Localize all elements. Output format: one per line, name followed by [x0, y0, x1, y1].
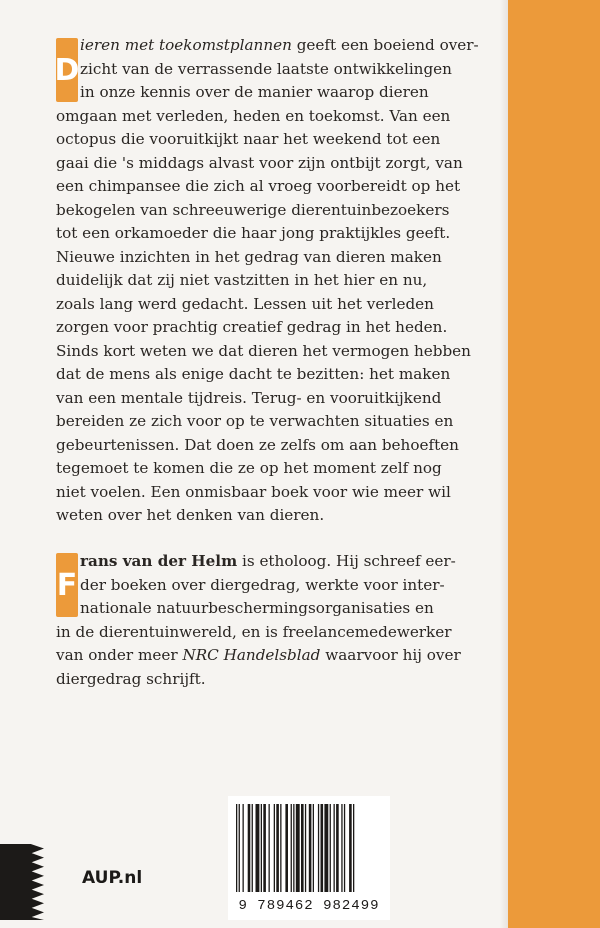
- blurb-line: een chimpansee die zich al vroeg voorbereidt op het: [56, 177, 461, 195]
- blurb-line: omgaan met verleden, heden en toekomst. Van een: [56, 106, 451, 125]
- barcode-bar: [301, 804, 304, 892]
- blurb-paragraph: [56, 34, 479, 528]
- bio-line: diergedrag schrijft.: [56, 669, 206, 688]
- blurb-line: weten over het denken van dieren.: [56, 506, 325, 524]
- barcode-bar: [261, 804, 262, 892]
- newspaper-title: NRC Handelsblad: [182, 646, 321, 664]
- barcode-bar: [236, 804, 237, 892]
- barcode-bar: [256, 804, 260, 892]
- blurb-line: van een mentale tijdreis. Terug- en vooruitkijkend: [56, 388, 442, 407]
- barcode-bar: [296, 804, 300, 892]
- dropcap-d: D: [56, 38, 78, 102]
- blurb-line: Nieuwe inzichten in het gedrag van dieren maken: [56, 247, 442, 266]
- author-name: rans van der Helm: [80, 552, 238, 570]
- barcode-bar: [269, 804, 270, 892]
- barcode-bar: [293, 804, 294, 892]
- barcode-bar: [263, 804, 266, 892]
- blurb-line: zicht van de verrassende laatste ontwikkelingen: [80, 59, 452, 78]
- barcode-bar: [243, 804, 244, 892]
- blurb-line: gebeurtenissen. Dat doen ze zelfs om aan behoeften: [56, 435, 459, 454]
- blurb-line: Sinds kort weten we dat dieren het vermogen hebben: [56, 341, 471, 360]
- barcode-bar: [330, 804, 331, 892]
- blurb-line-text: geeft een boeiend over-: [291, 36, 479, 54]
- barcode-bar: [344, 804, 345, 892]
- isbn-barcode: [228, 796, 390, 920]
- barcode-bar: [313, 804, 314, 892]
- bio-line: [56, 644, 476, 668]
- barcode-bar: [324, 804, 328, 892]
- blurb-line: zorgen voor prachtig creatief gedrag in het heden.: [56, 318, 448, 336]
- barcode-bar: [349, 804, 352, 892]
- barcode-bar: [285, 804, 288, 892]
- barcode-bar: [280, 804, 281, 892]
- barcode-bar: [248, 804, 251, 892]
- publisher-logo-mark: [0, 844, 44, 920]
- barcode-bar: [309, 804, 312, 892]
- blurb-line: [56, 34, 479, 58]
- blurb-line: bekogelen van schreeuwerige dierentuinbezoekers: [56, 200, 450, 219]
- author-bio-paragraph: [56, 550, 476, 691]
- barcode-bar: [336, 804, 339, 892]
- barcode-bar: [274, 804, 275, 892]
- book-title-italic: ieren met toekomstplannen: [80, 36, 292, 54]
- barcode-bar: [318, 804, 319, 892]
- isbn-number: 9 789462 982499: [238, 898, 380, 914]
- bio-line-text: waarvoor hij over: [320, 646, 461, 664]
- barcode-bar: [341, 804, 342, 892]
- barcode-bar: [291, 804, 292, 892]
- barcode-bars: [234, 804, 384, 896]
- bio-line-prefix: van onder meer: [56, 646, 183, 664]
- barcode-bar: [276, 804, 279, 892]
- bio-line-text: is etholoog. Hij schreef eer-: [237, 552, 456, 570]
- bio-line: [56, 550, 476, 574]
- blurb-line: tegemoet te komen die ze op het moment zelf nog: [56, 459, 442, 477]
- barcode-bar: [353, 804, 354, 892]
- dropcap-f: F: [56, 553, 78, 617]
- barcode-bar: [239, 804, 240, 892]
- page-edge: [500, 0, 508, 928]
- blurb-line: bereiden ze zich voor op te verwachten situaties en: [56, 412, 454, 430]
- barcode-bar: [252, 804, 253, 892]
- publisher-name: AUP.nl: [82, 868, 143, 888]
- blurb-line: octopus die vooruitkijkt naar het weekend tot een: [56, 130, 441, 148]
- blurb-line: in onze kennis over de manier waarop dieren: [80, 83, 429, 101]
- blurb-line: gaai die 's middags alvast voor zijn ontbijt zorgt, van: [56, 153, 463, 172]
- barcode-bar: [321, 804, 324, 892]
- barcode-bar: [334, 804, 335, 892]
- blurb-line: niet voelen. Een onmisbaar boek voor wie meer wil: [56, 482, 451, 501]
- bio-line: der boeken over diergedrag, werkte voor inter-: [80, 575, 445, 594]
- blurb-line: zoals lang werd gedacht. Lessen uit het verleden: [56, 294, 434, 313]
- blurb-line: tot een orkamoeder die haar jong praktijkles geeft.: [56, 224, 451, 242]
- blurb-line: dat de mens als enige dacht te bezitten: het maken: [56, 365, 451, 383]
- bio-line: nationale natuurbeschermingsorganisaties en: [80, 599, 434, 617]
- blurb-line: duidelijk dat zij niet vastzitten in het hier en nu,: [56, 271, 428, 289]
- bio-line: in de dierentuinwereld, en is freelancemedewerker: [56, 622, 452, 641]
- orange-spine: [508, 0, 600, 928]
- barcode-bar: [305, 804, 306, 892]
